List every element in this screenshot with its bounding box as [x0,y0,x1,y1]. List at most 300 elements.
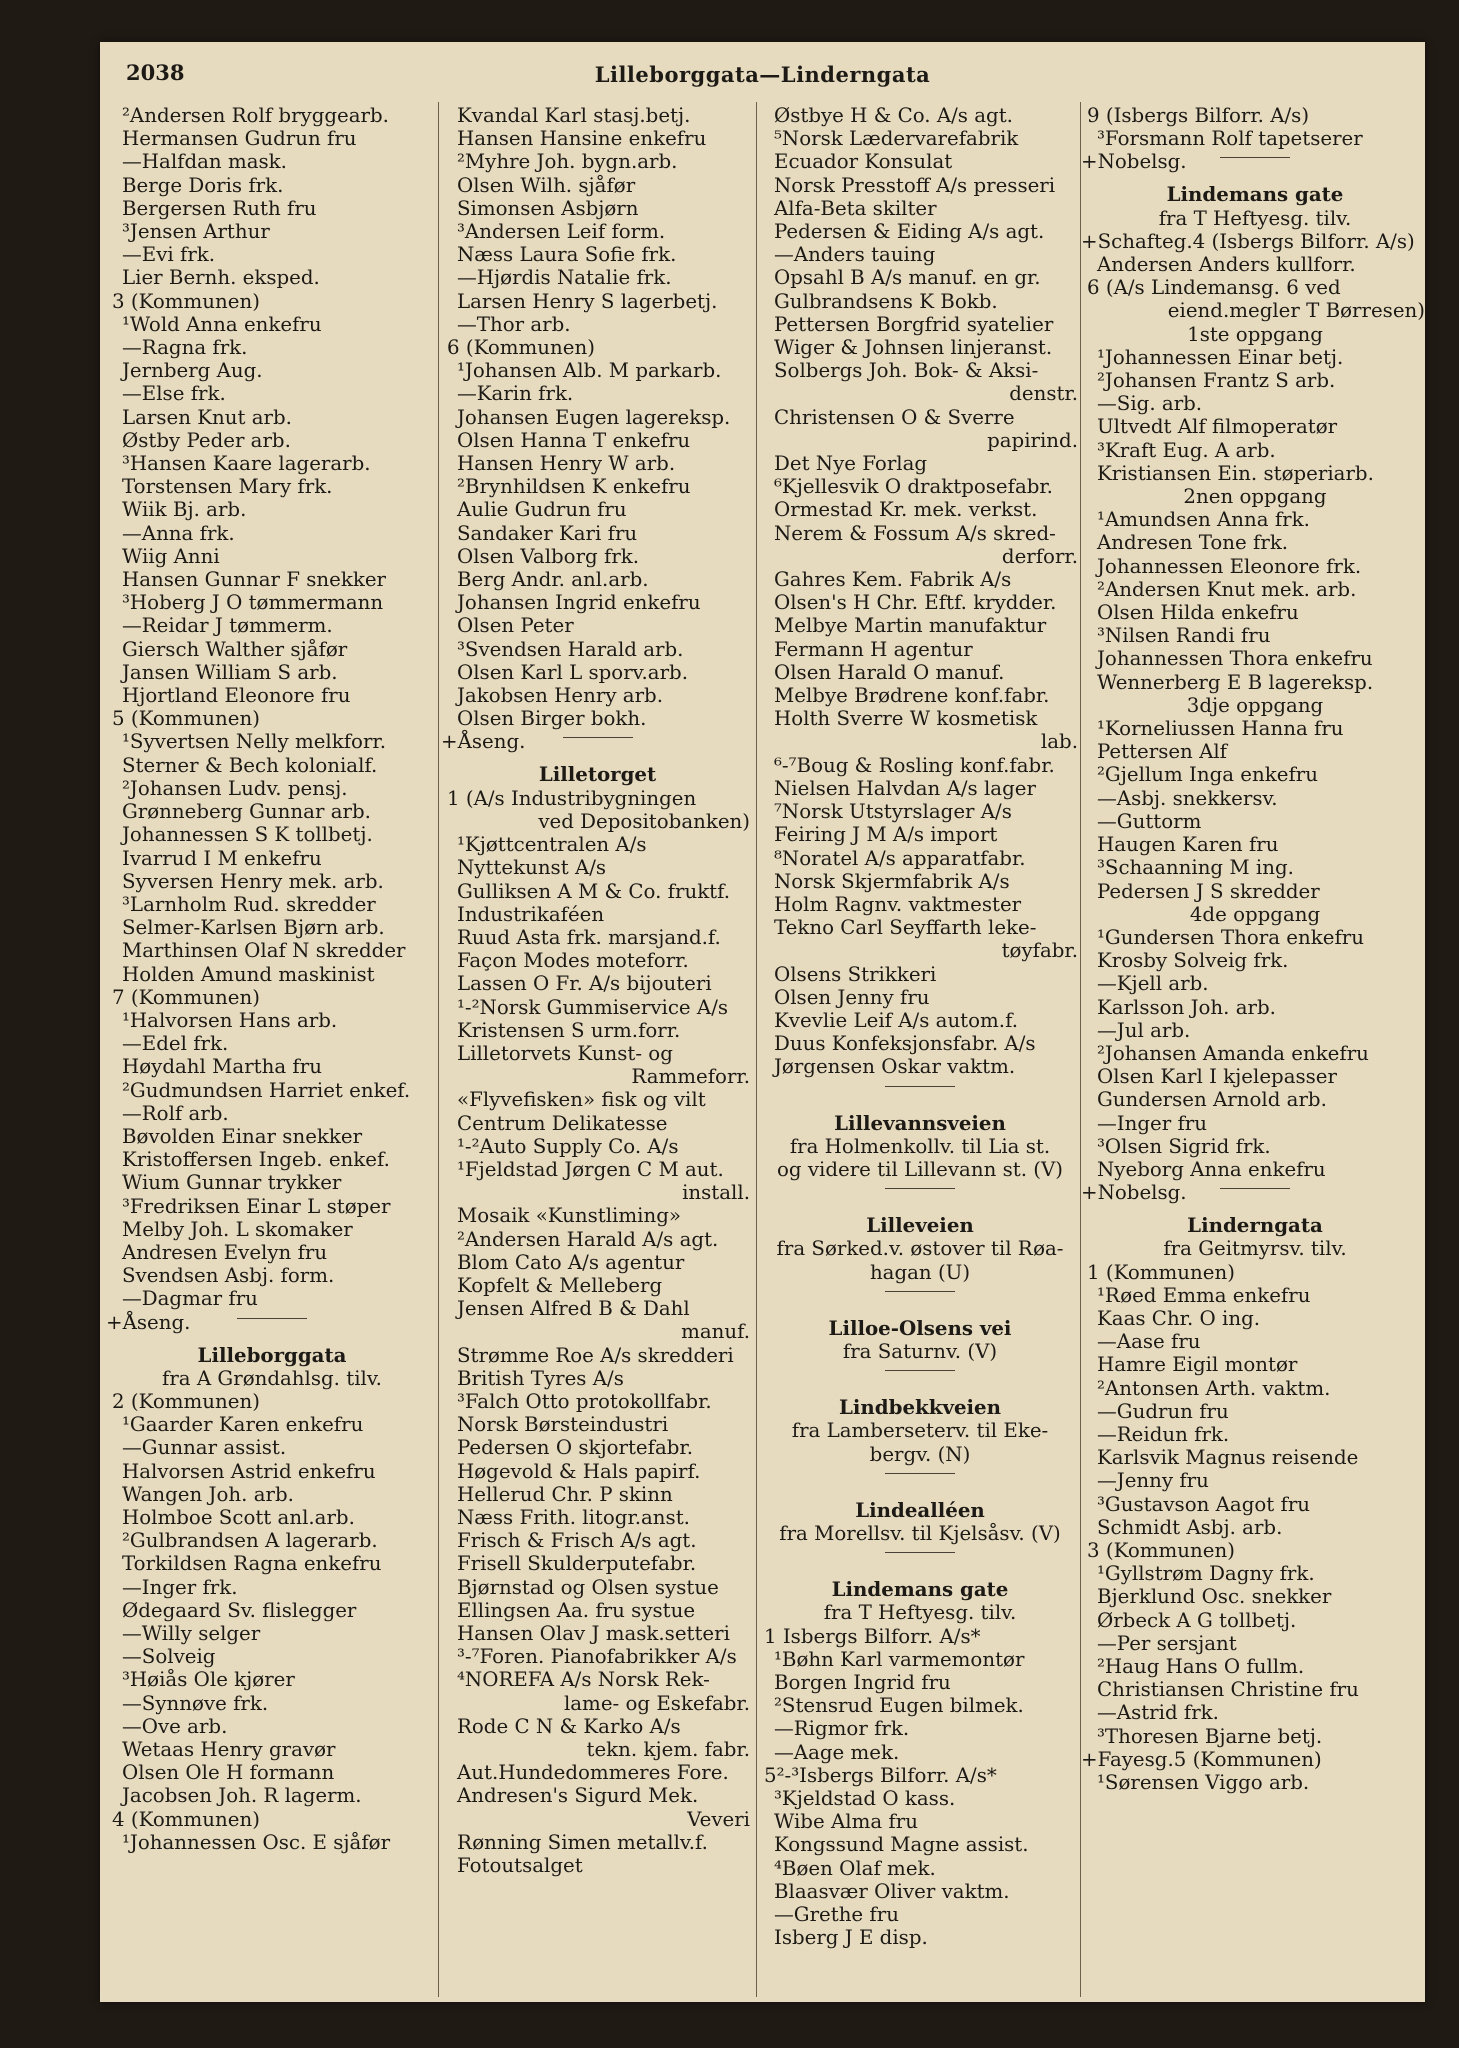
directory-entry: Nyeborg Anna enkefru [1097,1157,1326,1181]
directory-entry: 2 (Kommunen) [112,1389,260,1413]
street-heading: Lilletorget [538,762,657,787]
directory-entry: ³Falch Otto protokollfabr. [457,1389,712,1413]
directory-entry: Høydahl Martha fru [122,1055,322,1079]
cross-street-label: Åseng. [122,1310,191,1334]
directory-entry: ¹Johannessen Einar betj. [1097,345,1344,369]
directory-entry: Olsen's H Chr. Eftf. krydder. [774,591,1057,615]
directory-entry: Wium Gunnar trykker [122,1171,342,1195]
directory-entry: Hermansen Gudrun fru [122,127,357,151]
directory-entry: ⁸Noratel A/s apparatfabr. [774,846,1026,870]
directory-entry: Pedersen & Eiding A/s agt. [774,220,1045,244]
directory-entry: ⁶Kjellesvik O draktposefabr. [774,475,1053,499]
directory-entry: Wibe Alma fru [774,1810,918,1834]
directory-entry: Christiansen Christine fru [1097,1678,1359,1702]
directory-entry: Opsahl B A/s manuf. en gr. [774,266,1041,290]
directory-entry: Aut.Hundedommeres Fore. [457,1761,729,1785]
directory-entry: Kristoffersen Ingeb. enkef. [122,1148,390,1172]
directory-entry: «Flyvefisken» fisk og vilt [457,1088,706,1112]
directory-entry: ⁷Norsk Utstyrslager A/s [774,800,1012,824]
directory-entry: —Thor arb. [457,312,571,336]
directory-entry: Mosaik «Kunstliming» [457,1204,681,1228]
directory-entry: fra A Grøndahlsg. tilv. [162,1366,382,1390]
directory-entry: Olsen Hanna T enkefru [457,428,691,452]
directory-entry: tekn. kjem. fabr. [586,1738,750,1762]
directory-entry: Pettersen Alf [1097,740,1228,764]
directory-entry: 5²‑³Isbergs Bilforr. A/s* [764,1763,997,1787]
directory-entry: —Astrid frk. [1097,1701,1219,1725]
directory-entry: Lassen O Fr. A/s bijouteri [457,972,712,996]
directory-entry: Hamre Eigil montør [1097,1353,1298,1377]
directory-entry: 1 (A/s Industribygningen [447,786,697,810]
directory-entry: derforr. [1001,544,1078,568]
directory-entry: ³Jensen Arthur [122,220,270,244]
directory-entry: —Anna frk. [122,521,235,545]
directory-entry: Hjortland Eleonore fru [122,684,351,708]
section-divider [762,1291,1078,1305]
directory-entry: Fermann H agentur [774,637,973,661]
directory-entry: ³Andersen Leif form. [457,220,666,244]
cross-marker-icon: + [106,1310,123,1334]
directory-entry: Industrikaféen [457,902,605,926]
directory-entry: —Reidun frk. [1097,1422,1230,1446]
directory-entry: Lier Bernh. eksped. [122,266,320,290]
directory-entry: 3 (Kommunen) [112,289,260,313]
column-2 [441,104,750,1994]
directory-entry: ³Kraft Eug. A arb. [1097,438,1276,462]
directory-entry: ¹Wold Anna enkefru [122,312,322,336]
column-1 [106,104,434,1994]
cross-marker-icon: + [1081,1747,1098,1771]
directory-entry: Nielsen Halvdan A/s lager [774,776,1036,800]
directory-entry: Johansen Eugen lagereksp. [457,405,731,429]
directory-entry: —Ragna frk. [122,336,248,360]
directory-entry: Holmboe Scott anl.arb. [122,1505,355,1529]
directory-entry: Jernberg Aug. [122,359,263,383]
directory-entry: Haugen Karen fru [1097,833,1279,857]
directory-entry: Olsen Hilda enkefru [1097,601,1299,625]
cross-street-label: Nobelsg. [1097,150,1187,174]
directory-entry: Wangen Joh. arb. [122,1482,294,1506]
directory-entry: Holth Sverre W kosmetisk [774,707,1038,731]
directory-entry: Berg Andr. anl.arb. [457,568,649,592]
directory-entry: Ellingsen Aa. fru systue [457,1598,696,1622]
directory-entry: ³Kjeldstad O kass. [774,1787,956,1810]
directory-entry: ³Olsen Sigrid frk. [1097,1134,1271,1158]
directory-entry: Gulbrandsens K Bokb. [774,289,998,313]
directory-entry: Karlsvik Magnus reisende [1097,1446,1359,1470]
directory-entry: ³Fredriksen Einar L støper [122,1194,391,1218]
directory-entry: Sterner & Bech kolonialf. [122,753,378,777]
directory-entry: ¹‑²Auto Supply Co. A/s [457,1134,679,1158]
directory-entry: ³Hoberg J O tømmermann [122,591,384,615]
directory-entry: Blaasvær Oliver vaktm. [774,1879,1010,1903]
section-divider [762,1086,1078,1100]
directory-entry: Ultvedt Alf filmoperatør [1097,415,1338,439]
directory-entry: ³Gustavson Aagot fru [1097,1492,1311,1516]
directory-entry: ²Haug Hans O fullm. [1097,1655,1305,1678]
directory-entry: fra T Heftyesg. tilv. [823,1601,1017,1625]
section-divider [762,1188,1078,1202]
directory-entry: ¹Gundersen Thora enkefru [1097,925,1364,949]
directory-entry: —Gudrun fru [1097,1399,1229,1423]
directory-entry: Olsen Karl I kjelepasser [1097,1065,1337,1089]
directory-entry: Syversen Henry mek. arb. [122,869,384,893]
directory-entry: Østby Peder arb. [122,428,291,452]
directory-entry: Wennerberg E B lagereksp. [1097,670,1374,694]
cross-street [108,1311,190,1334]
directory-entry: —Synnøve frk. [122,1691,269,1715]
directory-entry: Kaas Chr. O ing. [1097,1306,1261,1330]
directory-entry: —Inger fru [1097,1111,1207,1135]
directory-entry: ¹Fjeldstad Jørgen C M aut. [457,1157,724,1181]
cross-street-label: Åseng. [457,730,526,754]
directory-entry: Isberg J E disp. [774,1926,928,1950]
directory-entry: 6 (A/s Lindemansg. 6 ved [1087,276,1341,300]
directory-entry: ²Stensrud Eugen bilmek. [774,1694,1024,1718]
directory-entry: Wiig Anni [122,544,220,568]
directory-entry: Nerem & Fossum A/s skred- [774,521,1056,545]
directory-entry: Krosby Solveig frk. [1097,949,1289,973]
directory-entry: install. [682,1181,750,1205]
directory-entry: Gahres Kem. Fabrik A/s [774,568,1012,592]
cross-marker-icon: + [1081,1181,1098,1205]
directory-entry: eiend.megler T Børresen) [1167,299,1425,323]
directory-entry: ¹Amundsen Anna frk. [1097,508,1310,532]
directory-entry: ³Hansen Kaare lagerarb. [122,452,371,476]
street-heading: Lindemans gate [1166,182,1344,207]
directory-entry: tøyfabr. [1001,939,1078,963]
directory-entry: Kopfelt & Melleberg [457,1273,663,1297]
directory-entry: Næss Laura Sofie frk. [457,243,677,267]
directory-entry: Alfa-Beta skilter [774,196,937,220]
directory-entry: Andresen Evelyn fru [122,1240,328,1264]
directory-entry: ³Thoresen Bjarne betj. [1097,1724,1323,1748]
directory-entry: Bjerklund Osc. snekker [1097,1585,1332,1609]
directory-entry: 9 (Isbergs Bilforr. A/s) [1087,104,1310,127]
directory-entry: fra Sørked.v. østover til Røa- [776,1237,1064,1261]
directory-entry: ¹Johansen Alb. M parkarb. [457,359,722,383]
directory-entry: Melbye Brødrene konf.fabr. [774,684,1050,708]
directory-entry: —Anders tauing [774,243,936,267]
directory-entry: ¹Røed Emma enkefru [1097,1283,1311,1307]
directory-entry: ¹Halvorsen Hans arb. [122,1008,338,1032]
directory-entry: Borgen Ingrid fru [774,1670,951,1694]
directory-entry: Ørbeck A G tollbetj. [1097,1608,1297,1632]
directory-entry: ¹Bøhn Karl varmemontør [774,1647,1025,1671]
directory-entry: Kristensen S urm.forr. [457,1018,681,1042]
directory-entry: Feiring J M A/s import [774,823,998,847]
street-heading: Lilloe-Olsens vei [828,1315,1012,1340]
directory-entry: 4 (Kommunen) [112,1807,260,1831]
directory-entry: ²Johansen Amanda enkefru [1097,1041,1369,1065]
directory-entry: —Gunnar assist. [122,1436,287,1460]
directory-entry: Lilletorvets Kunst- og [457,1041,673,1065]
directory-entry: Blom Cato A/s agentur [457,1250,685,1274]
directory-entry: Gundersen Arnold arb. [1097,1088,1327,1112]
directory-entry: Olsen Birger bokh. [457,707,647,731]
section-divider [762,1473,1078,1487]
directory-entry: Sandaker Kari fru [457,521,638,545]
directory-entry: 1 (Kommunen) [1087,1260,1235,1284]
directory-entry: Jakobsen Henry arb. [457,684,663,708]
street-heading: Linderngata [1187,1213,1323,1238]
directory-entry: ³Forsmann Rolf tapetserer [1097,127,1363,151]
directory-entry: 6 (Kommunen) [447,336,595,360]
directory-entry: Ecuador Konsulat [774,150,953,174]
directory-entry: Norsk Presstoff A/s presseri [774,173,1056,197]
directory-entry: Centrum Delikatesse [457,1111,668,1135]
directory-entry: Johannessen Thora enkefru [1097,647,1373,671]
directory-entry: Marthinsen Olaf N skredder [122,939,406,963]
directory-entry: ²Andersen Knut mek. arb. [1097,577,1357,601]
directory-entry: Christensen O & Sverre [774,405,1015,429]
directory-entry: fra Holmenkollv. til Lia st. [789,1134,1051,1158]
cross-marker-icon: + [441,730,458,754]
directory-entry: Olsen Peter [457,614,574,638]
directory-entry: —Aase fru [1097,1330,1201,1354]
directory-entry: Olsen Valborg frk. [457,544,640,568]
directory-entry: —Rolf arb. [122,1101,229,1125]
directory-entry: fra Geitmyrsv. tilv. [1163,1237,1347,1261]
directory-entry: Svendsen Asbj. form. [122,1264,335,1288]
directory-entry: Pedersen J S skredder [1097,879,1320,903]
directory-entry: —Aage mek. [774,1740,900,1764]
directory-page [100,42,1425,2002]
cross-marker-icon: + [1081,229,1098,253]
directory-entry: Tekno Carl Seyffarth leke- [774,916,1037,940]
directory-entry: ved Depositobanken) [538,809,750,833]
directory-entry: ³Larnholm Rud. skredder [122,892,376,916]
directory-entry: Solbergs Joh. Bok- & Aksi- [774,359,1039,383]
directory-entry: ⁴Bøen Olaf mek. [774,1856,936,1880]
directory-entry: Andresen's Sigurd Mek. [457,1784,699,1808]
directory-entry: —Karin frk. [457,382,574,406]
cross-street [1083,150,1187,173]
directory-entry: Ormestad Kr. mek. verkst. [774,498,1038,522]
directory-entry: Hansen Hansine enkefru [457,127,707,151]
directory-entry: Gulliksen A M & Co. fruktf. [457,879,731,903]
directory-entry: Ivarrud I M enkefru [122,846,322,870]
directory-entry: Andersen Anders kullforr. [1097,253,1356,277]
directory-entry: 1ste oppgang [1187,322,1323,346]
directory-entry: Hansen Henry W arb. [457,452,676,476]
directory-entry: Andresen Tone frk. [1097,531,1289,555]
directory-entry: Kongssund Magne assist. [774,1833,1029,1857]
directory-entry: Ødegaard Sv. flislegger [122,1598,357,1622]
directory-entry: Hansen Olav J mask.setteri [457,1622,730,1645]
directory-entry: —Per sersjant [1097,1631,1237,1655]
street-heading: Lindemans gate [831,1577,1009,1602]
directory-entry: Frisch & Frisch A/s agt. [457,1529,697,1553]
directory-entry: —Kjell arb. [1097,972,1209,996]
directory-entry: 5 (Kommunen) [112,707,260,731]
directory-entry: Larsen Henry S lagerbetj. [457,289,718,313]
cross-street [443,730,525,753]
directory-entry: Næss Frith. litogr.anst. [457,1505,690,1529]
directory-entry: ¹‑²Norsk Gummiservice A/s [457,995,729,1019]
directory-entry: Høgevold & Hals papirf. [457,1459,701,1483]
directory-entry: Selmer-Karlsen Bjørn arb. [122,916,385,940]
directory-entry: Kvandal Karl stasj.betj. [457,104,691,127]
directory-entry: —Rigmor frk. [774,1717,910,1741]
directory-entry: Olsen Karl L sporv.arb. [457,660,688,684]
directory-entry: —Inger frk. [122,1575,238,1599]
directory-entry: —Jenny fru [1097,1469,1209,1493]
directory-entry: Torkildsen Ragna enkefru [122,1552,382,1576]
directory-entry: ⁴NOREFA A/s Norsk Rek- [457,1668,710,1692]
directory-entry: ²Myhre Joh. bygn.arb. [457,150,678,174]
directory-entry: Olsen Harald O manuf. [774,660,1005,684]
directory-entry: Melby Joh. L skomaker [122,1217,353,1241]
directory-entry: Jacobsen Joh. R lagerm. [122,1784,362,1808]
directory-entry: ¹Sørensen Viggo arb. [1097,1771,1310,1795]
column-rule [438,102,439,1997]
directory-entry: ²Gulbrandsen A lagerarb. [122,1529,378,1553]
directory-entry: —Willy selger [122,1622,261,1645]
column-4 [1081,104,1425,1994]
directory-entry: papirind. [987,428,1078,452]
directory-entry: Berge Doris frk. [122,173,284,197]
directory-entry: ²Johansen Ludv. pensj. [122,776,348,800]
directory-entry: Jørgensen Oskar vaktm. [774,1055,1016,1079]
directory-entry: Grønneberg Gunnar arb. [122,800,371,824]
directory-entry: Johannessen S K tollbetj. [122,823,373,847]
street-heading: Lilleveien [866,1213,974,1238]
directory-entry: Jensen Alfred B & Dahl [457,1297,690,1321]
directory-entry: ¹Kjøttcentralen A/s [457,833,647,857]
directory-entry: Kristiansen Ein. støperiarb. [1097,461,1374,485]
directory-entry: Karlsson Joh. arb. [1097,995,1276,1019]
directory-entry: 3dje oppgang [1186,693,1324,717]
directory-entry: British Tyres A/s [457,1366,624,1390]
directory-entry: denstr. [1009,382,1078,406]
directory-entry: —Evi frk. [122,243,216,267]
directory-entry: Rønning Simen metallv.f. [457,1830,708,1854]
directory-entry: —Edel frk. [122,1032,229,1056]
directory-entry: ¹Gyllstrøm Dagny frk. [1097,1562,1315,1586]
street-heading: Lindealléen [855,1497,985,1522]
directory-entry: Det Nye Forlag [774,452,928,476]
directory-entry: Schmidt Asbj. arb. [1097,1515,1283,1539]
directory-entry: Johannessen Eleonore frk. [1097,554,1362,578]
directory-entry: ⁵Norsk Lædervarefabrik [774,127,1019,151]
directory-entry: lab. [1040,730,1078,754]
directory-entry: Olsen Ole H formann [122,1761,335,1785]
directory-entry: Duus Konfeksjonsfabr. A/s [774,1032,1036,1056]
directory-entry: Jansen William S arb. [122,660,338,684]
directory-entry: Norsk Skjermfabrik A/s [774,869,1010,893]
directory-entry: 3 (Kommunen) [1087,1538,1235,1562]
directory-entry: lame- og Eskefabr. [563,1691,750,1715]
directory-entry: Giersch Walther sjåfør [122,637,348,661]
directory-entry: —Sig. arb. [1097,392,1203,416]
directory-entry: ²Gudmundsen Harriet enkef. [122,1078,411,1102]
directory-entry: fra Saturnv. (V) [842,1339,998,1363]
directory-entry: 2nen oppgang [1183,485,1327,509]
directory-entry: —Asbj. snekkersv. [1097,786,1278,810]
directory-entry: Nyttekunst A/s [457,856,607,880]
cross-street [1083,1748,1174,1771]
directory-entry: Rode C N & Karko A/s [457,1714,681,1738]
directory-entry: og videre til Lillevann st. (V) [776,1157,1064,1181]
directory-entry: —Grethe fru [774,1903,899,1927]
cross-street-label: Fayesg. [1097,1747,1174,1771]
directory-entry: Veveri [687,1807,750,1831]
directory-entry: Wiik Bj. arb. [122,498,247,522]
directory-entry: Olsen Jenny fru [774,985,930,1009]
cross-marker-icon: + [1081,150,1098,174]
directory-entry: 1 Isbergs Bilforr. A/s* [764,1624,981,1648]
directory-entry: Hansen Gunnar F snekker [122,568,386,592]
cross-street-label: Nobelsg. [1097,1181,1187,1205]
directory-entry: Wiger & Johnsen linjeranst. [774,336,1053,360]
directory-entry: ³Nilsen Randi fru [1097,624,1271,648]
directory-entry: Bjørnstad og Olsen systue [457,1575,719,1599]
cross-street-label: Schafteg. [1097,229,1193,253]
cross-street [1083,230,1193,253]
directory-entry: Pedersen O skjortefabr. [457,1436,693,1460]
directory-entry: 4 (Isbergs Bilforr. A/s) [1192,229,1415,253]
directory-entry: ²Antonsen Arth. vaktm. [1097,1376,1331,1400]
directory-entry: Façon Modes moteforr. [457,949,689,973]
directory-entry: Pettersen Borgfrid syatelier [774,312,1054,336]
directory-entry: 4de oppgang [1189,902,1321,926]
directory-entry: —Hjørdis Natalie frk. [457,266,672,290]
directory-entry: ³Høiås Ole kjører [122,1668,295,1692]
street-heading: Lilleborggata [197,1342,347,1367]
page-header: Lilleborggata—Linderngata [594,62,931,87]
directory-entry: Olsens Strikkeri [774,962,937,986]
directory-entry: —Dagmar fru [122,1287,258,1311]
directory-entry: 7 (Kommunen) [112,985,260,1009]
directory-entry: ²Gjellum Inga enkefru [1097,763,1318,787]
directory-entry: 5 (Kommunen) [1173,1747,1322,1771]
directory-entry: —Reidar J tømmerm. [122,614,333,638]
directory-entry: manuf. [681,1320,750,1344]
directory-entry: —Guttorm [1097,809,1202,833]
directory-entry: Norsk Børsteindustri [457,1413,669,1437]
directory-entry: ¹Syvertsen Nelly melkforr. [122,730,386,754]
directory-entry: fra T Heftyesg. tilv. [1158,206,1352,230]
directory-entry: —Ove arb. [122,1714,228,1738]
directory-entry: Østbye H & Co. A/s agt. [774,104,1013,127]
directory-entry: Holm Ragnv. vaktmester [774,892,1022,916]
street-heading: Lillevannsveien [834,1110,1006,1135]
directory-entry: Hellerud Chr. P skinn [457,1482,673,1506]
directory-entry: ¹Johannessen Osc. E sjåfør [122,1830,391,1854]
directory-entry: —Solveig [122,1645,216,1669]
directory-entry: Olsen Wilh. sjåfør [457,173,636,197]
directory-entry: Simonsen Asbjørn [457,196,639,220]
directory-entry: Halvorsen Astrid enkefru [122,1459,376,1483]
directory-entry: Aulie Gudrun fru [457,498,627,522]
directory-entry: Fotoutsalget [457,1854,583,1878]
section-divider [762,1370,1078,1384]
street-heading: Lindbekkveien [838,1395,1002,1420]
directory-entry: Rammeforr. [631,1065,750,1089]
column-rule [756,102,757,1997]
directory-entry: Johansen Ingrid enkefru [457,591,701,615]
directory-entry: ²Andersen Harald A/s agt. [457,1227,719,1251]
directory-entry: ³Svendsen Harald arb. [457,637,684,661]
directory-entry: hagan (U) [869,1260,971,1284]
directory-entry: ²Johansen Frantz S arb. [1097,369,1336,393]
directory-entry: Strømme Roe A/s skredderi [457,1343,734,1367]
directory-entry: ¹Korneliussen Hanna fru [1097,717,1344,741]
directory-entry: Larsen Knut arb. [122,405,292,429]
directory-entry: Holden Amund maskinist [122,962,375,986]
directory-entry: ¹Gaarder Karen enkefru [122,1413,364,1437]
